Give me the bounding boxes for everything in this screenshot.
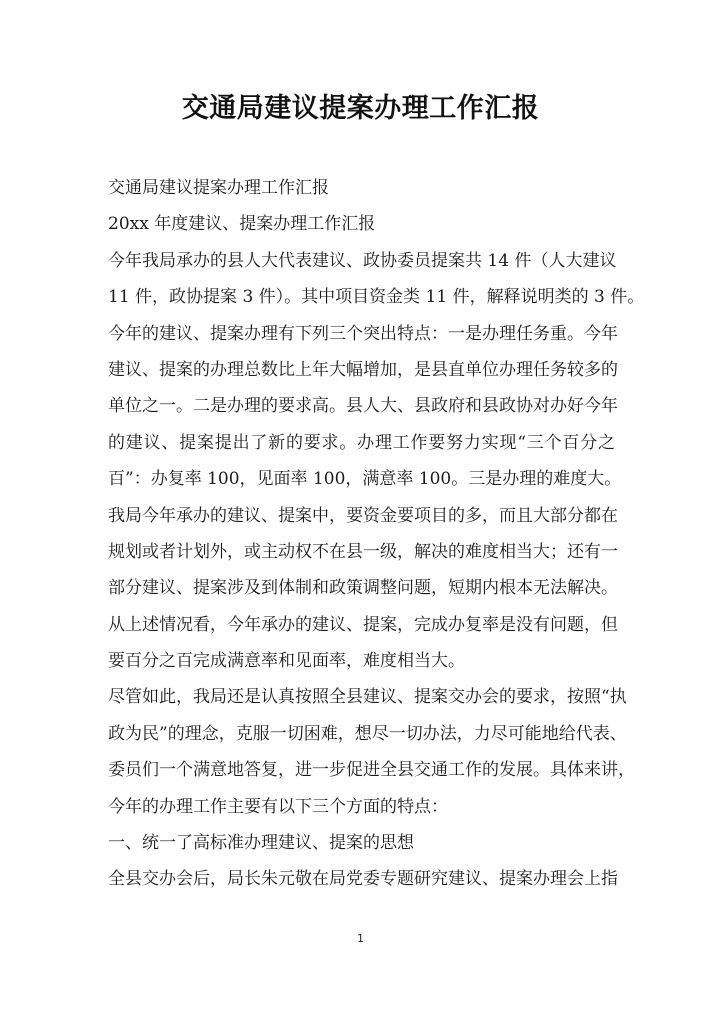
page-number: 1: [357, 932, 364, 945]
text-line: 规划或者计划外，或主动权不在县一级，解决的难度相当大；还有一: [108, 541, 618, 562]
text-line: 一、统一了高标准办理建议、提案的思想: [108, 833, 414, 854]
text-line: 今年的办理工作主要有以下三个方面的特点：: [108, 796, 448, 817]
text-line: 单位之一。二是办理的要求高。县人大、县政府和县政协对办好今年: [108, 396, 618, 417]
text-line: 从上述情况看，今年承办的建议、提案，完成办复率是没有问题，但: [108, 614, 618, 635]
text-line: 的建议、提案提出了新的要求。办理工作要努力实现“三个百分之: [108, 432, 615, 453]
text-line: 尽管如此，我局还是认真按照全县建议、提案交办会的要求，按照“执: [108, 687, 627, 708]
text-line: 全县交办会后，局长朱元敬在局党委专题研究建议、提案办理会上指: [108, 869, 618, 890]
document-body: [108, 170, 645, 898]
text-line: 要百分之百完成满意率和见面率，难度相当大。: [108, 651, 465, 672]
text-line: 今年我局承办的县人大代表建议、政协委员提案共 14 件（人大建议: [108, 250, 617, 271]
text-line: 委员们一个满意地答复，进一步促进全县交通工作的发展。具体来讲，: [108, 760, 635, 781]
text-line: 20xx 年度建议、提案办理工作汇报: [108, 214, 376, 235]
document-title: 交通局建议提案办理工作汇报: [181, 93, 540, 124]
text-line: 百”：办复率 100，见面率 100，满意率 100。三是办理的难度大。: [108, 469, 622, 490]
text-line: 政为民”的理念，克服一切困难，想尽一切办法，力尽可能地给代表、: [108, 723, 627, 744]
text-line: 建议、提案的办理总数比上年大幅增加，是县直单位办理任务较多的: [108, 359, 618, 380]
text-line: 部分建议、提案涉及到体制和政策调整问题，短期内根本无法解决。: [108, 578, 618, 599]
text-line: 交通局建议提案办理工作汇报: [108, 178, 329, 198]
text-line: 我局今年承办的建议、提案中，要资金要项目的多，而且大部分都在: [108, 505, 618, 526]
text-line: 11 件，政协提案 3 件）。其中项目资金类 11 件，解释说明类的 3 件。: [108, 287, 645, 308]
text-line: 今年的建议、提案办理有下列三个突出特点：一是办理任务重。今年: [108, 323, 618, 344]
